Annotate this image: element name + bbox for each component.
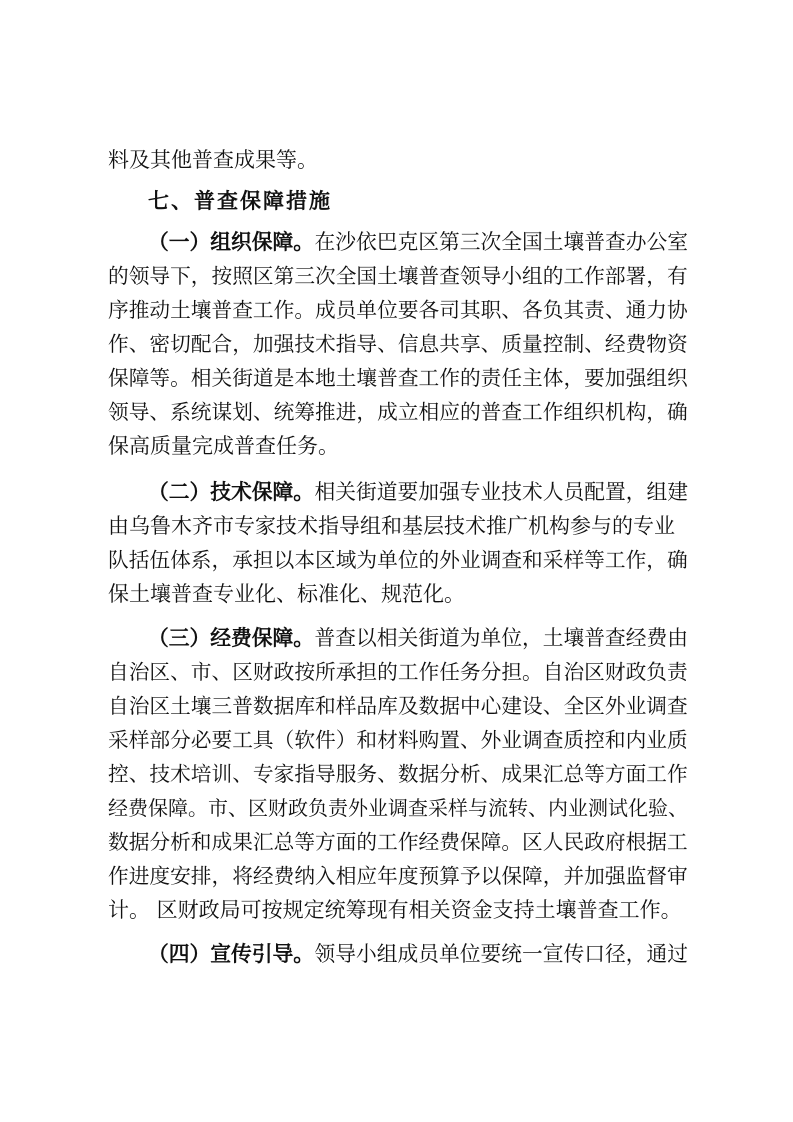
paragraph-2-text: 相关街道要加强专业技术人员配置，组建 [314,480,688,504]
paragraph-2-line-1 [148,482,688,503]
paragraph-1-line-2: 的领导下，按照区第三次全国土壤普查领导小组的工作部署，有 [108,264,688,288]
paragraph-2-line-3: 队括伍体系，承担以本区域为单位的外业调查和采样等工作，确 [108,548,688,572]
paragraph-3-line-3: 自治区土壤三普数据库和样品库及数据中心建设、全区外业调查 [108,694,688,718]
paragraph-3-line-8: 作进度安排，将经费纳入相应年度预算予以保障，并加强监督审 [108,864,688,888]
section-title: 七、普查保障措施 [148,189,332,213]
paragraph-4-line-1 [148,944,688,965]
paragraph-1-text: 在沙依巴克区第三次全国土壤普查办公室 [314,230,688,254]
paragraph-3-line-9: 计。 区财政局可按规定统筹现有相关资金支持土壤普查工作。 [108,898,682,922]
paragraph-4-lead: （四）宣传引导。 [148,942,315,966]
paragraph-3-text: 普查以相关街道为单位，土壤普查经费由 [314,626,688,650]
paragraph-1-line-4: 作、密切配合，加强技术指导、信息共享、质量控制、经费物资 [108,332,688,356]
paragraph-3-lead: （三）经费保障。 [148,626,315,650]
paragraph-1-line-6: 领导、系统谋划、统筹推进，成立相应的普查工作组织机构，确 [108,400,688,424]
paragraph-2-line-4: 保土壤普查专业化、标准化、规范化。 [108,582,465,606]
paragraph-1-line-7: 保高质量完成普查任务。 [108,434,339,458]
paragraph-1-line-5: 保障等。相关街道是本地土壤普查工作的责任主体，要加强组织 [108,366,688,390]
continuation-line: 料及其他普查成果等。 [108,148,318,172]
paragraph-2-line-2: 由乌鲁木齐市专家技术指导组和基层技术推广机构参与的专业 [108,514,675,538]
paragraph-1-line-1 [148,232,688,253]
paragraph-2-lead: （二）技术保障。 [148,480,315,504]
paragraph-1-line-3: 序推动土壤普查工作。成员单位要各司其职、各负其责、通力协 [108,298,688,322]
paragraph-3-line-6: 经费保障。市、区财政负责外业调查采样与流转、内业测试化验、 [108,796,688,820]
paragraph-3-line-7: 数据分析和成果汇总等方面的工作经费保障。区人民政府根据工 [108,830,688,854]
paragraph-1-lead: （一）组织保障。 [148,230,315,254]
paragraph-3-line-5: 控、技术培训、专家指导服务、数据分析、成果汇总等方面工作 [108,762,688,786]
paragraph-3-line-1 [148,628,688,649]
paragraph-3-line-2: 自治区、市、区财政按所承担的工作任务分担。自治区财政负责 [108,660,688,684]
paragraph-4-text: 领导小组成员单位要统一宣传口径，通过 [314,942,688,966]
paragraph-3-line-4: 采样部分必要工具（软件）和材料购置、外业调查质控和内业质 [108,728,688,752]
